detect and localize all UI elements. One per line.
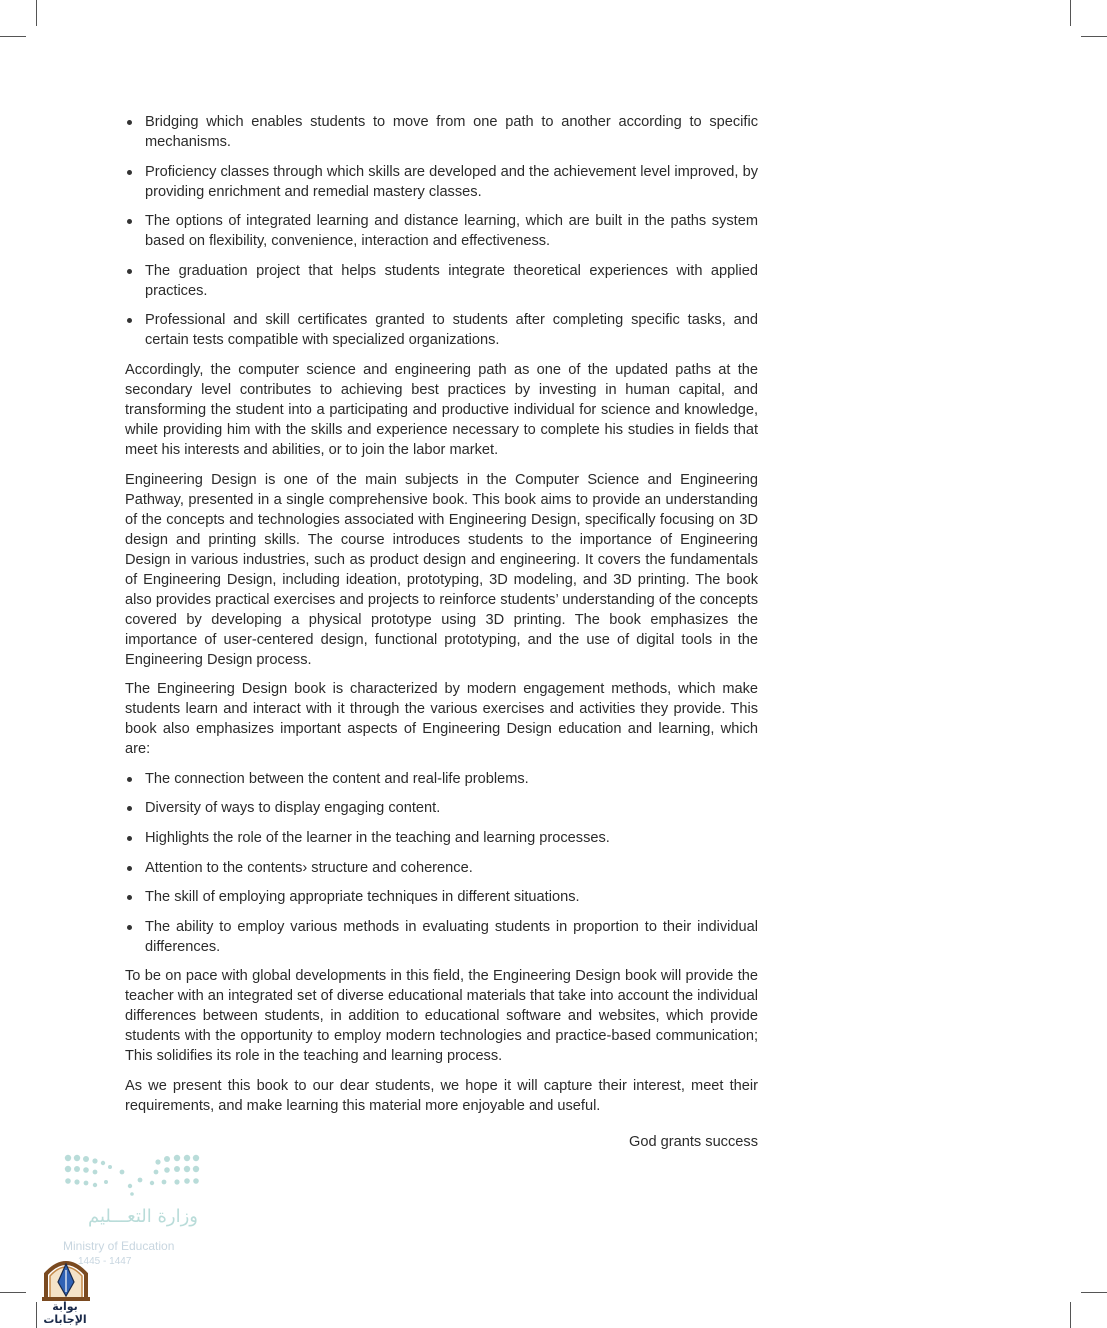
paragraph-path-overview: Accordingly, the computer science and engineering path as one of the updated paths at the secondary level contributes to achieving best practices by investing in human capital, and transforming the student into a participating and productive individual for science and knowledge, while providing him with the skills and experience necessary to complete his studies in fields that meet his interests and abilities, or to join the labor market.	[125, 361, 758, 458]
paragraph-closing-wish: As we present this book to our dear students, we hope it will capture their interest, meet their requirements, and make learning this material more enjoyable and useful.	[125, 1077, 758, 1114]
paragraph-global-developments: To be on pace with global developments in this field, the Engineering Design book will provide the teacher with an integrated set of diverse educational materials that take into account the individual differences between students, in addition to educational software and websites, which provide students with the opportunity to employ modern technologies and practice-based communication; This solidifies its role in the teaching and learning process.	[125, 968, 758, 1065]
list-item: The skill of employing appropriate techniques in different situations.	[125, 887, 758, 907]
list-item: Bridging which enables students to move from one path to another according to specific mechanisms.	[125, 112, 758, 152]
watermark-label: بوابة الإجابات	[43, 1300, 87, 1326]
list-item: The graduation project that helps students integrate theoretical experiences with applied practices.	[125, 261, 758, 301]
crop-mark-bottom-right-v	[1070, 1302, 1071, 1328]
paragraph-engagement-methods: The Engineering Design book is characterized by modern engagement methods, which make students learn and interact with it through the various exercises and activities they provide. This book also emphasizes important aspects of Engineering Design education and learning, which are:	[125, 681, 758, 758]
ministry-year: 1445 - 1447	[78, 1256, 132, 1267]
paragraph-book-description: Engineering Design is one of the main subjects in the Computer Science and Engineering Pathway, presented in a single comprehensive book. This book aims to provide an understanding of the concepts and technologies associated with Engineering Design, specifically focusing on 3D design and printing skills. The course introduces students to the importance of Engineering Design in various industries, such as product design and engineering. It covers the fundamentals of Engineering Design, including ideation, prototyping, 3D modeling, and 3D printing. The book also provides practical exercises and projects to reinforce students’ understanding of the concepts covered by developing a physical prototype using 3D printing. The book emphasizes the importance of user-centered design, functional prototyping, and the use of digital tools in the Engineering Design process.	[125, 471, 758, 668]
ministry-name-arabic: وزارة التعـــليم	[87, 1206, 198, 1227]
closing-signoff: God grants success	[629, 1134, 758, 1150]
crop-mark-top-right-v	[1070, 0, 1071, 26]
crop-mark-top-right-h	[1081, 36, 1107, 37]
page-body	[125, 112, 758, 1126]
feature-bullet-list	[125, 769, 758, 957]
crop-mark-top-left-v	[36, 0, 37, 26]
ministry-name-english: Ministry of Education	[63, 1239, 175, 1253]
list-item: The connection between the content and real-life problems.	[125, 769, 758, 789]
intro-bullet-list	[125, 112, 758, 350]
list-item: The ability to employ various methods in evaluating students in proportion to their individual differences.	[125, 917, 758, 957]
ministry-logo-dots-icon	[60, 1150, 210, 1200]
list-item: The options of integrated learning and distance learning, which are built in the paths system based on flexibility, convenience, interaction and effectiveness.	[125, 211, 758, 251]
crop-mark-bottom-right-h	[1081, 1292, 1107, 1293]
crop-mark-top-left-h	[0, 36, 26, 37]
list-item: Diversity of ways to display engaging content.	[125, 798, 758, 818]
crop-mark-bottom-left-h	[0, 1292, 26, 1293]
list-item: Attention to the contents› structure and coherence.	[125, 858, 758, 878]
list-item: Highlights the role of the learner in the teaching and learning processes.	[125, 828, 758, 848]
list-item: Professional and skill certificates granted to students after completing specific tasks, and certain tests compatible with specialized organizations.	[125, 310, 758, 350]
list-item: Proficiency classes through which skills are developed and the achievement level improved, by providing enrichment and remedial mastery classes.	[125, 162, 758, 202]
